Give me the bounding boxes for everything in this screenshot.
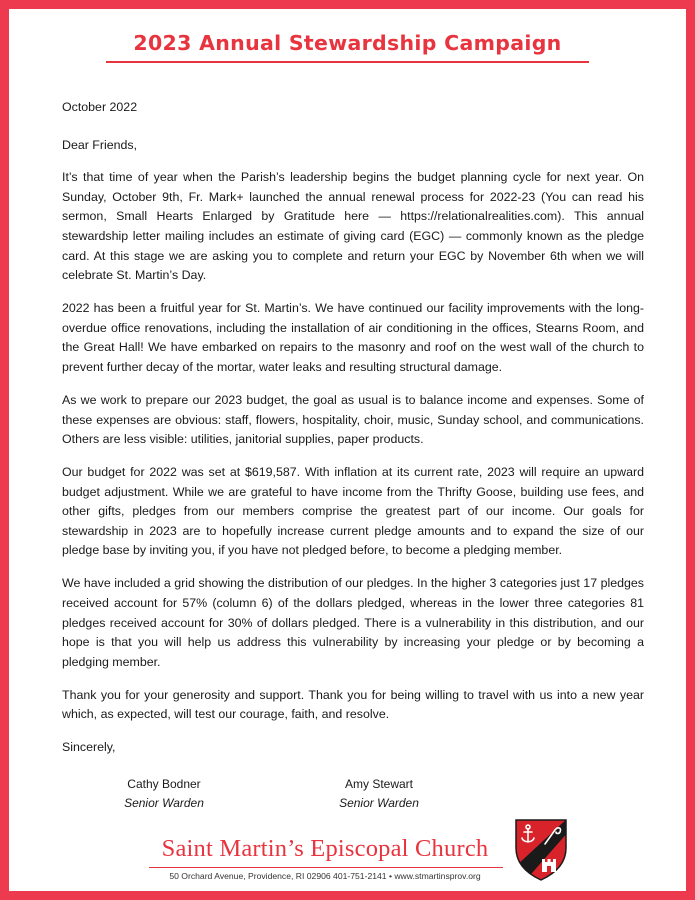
letter-paragraph: Our budget for 2022 was set at $619,587. With inflation at its current rate, 2023 will require an upward budget adjustment. While we are grateful to have income from the Thrifty Goose, building use fees, and other gifts, pledges from our members comprise the greatest part of our income. Our goals for stewardship in 2023 are to hopefully increase current pledge amounts and to expand the size of our pledge base by inviting you, if you have not pledged before, to become a pledging member. — [62, 465, 644, 558]
letter-body — [62, 98, 644, 771]
signer-role: Senior Warden — [124, 796, 204, 810]
footer-divider — [149, 867, 503, 868]
letter-date: October 2022 — [62, 100, 138, 114]
page-title: 2023 Annual Stewardship Campaign — [133, 31, 562, 55]
church-name: Saint Martin’s Episcopal Church — [161, 835, 489, 862]
church-address: 50 Orchard Avenue, Providence, RI 02906 401-751-2141 • www.stmartinsprov.org — [169, 871, 481, 881]
signer-name: Cathy Bodner — [127, 777, 201, 791]
letter-paragraph: As we work to prepare our 2023 budget, the goal as usual is to balance income and expenses. Some of these expenses are obvious: staff, flowers, hospitality, choir, music, Sunday school, and communications. Others are less visible: utilities, janitorial supplies, paper products. — [62, 392, 644, 447]
signature-block-left — [84, 775, 244, 813]
letter-closing: Sincerely, — [62, 740, 116, 755]
letter-paragraph: It’s that time of year when the Parish’s leadership begins the budget planning cycle for next year. On Sunday, October 9th, Fr. Mark+ launched the annual renewal process for 2022-23 (You can read his sermon, Small Hearts Enlarged by Gratitude here — https://relationalrealities.com). This annual stewardship letter mailing includes an estimate of giving card (EGC) — commonly known as the pledge card. At this stage we are asking you to complete and return your EGC by November 6th when we will celebrate St. Martin’s Day. — [62, 170, 644, 283]
letter-paragraph: 2022 has been a fruitful year for St. Martin’s. We have continued our facility improvements with the long-overdue office renovations, including the installation of air conditioning in the offices, Stearns Room, and the Great Hall! We have embarked on repairs to the masonry and roof on the west wall of the church to prevent further decay of the mortar, water leaks and resulting structural damage. — [62, 301, 644, 374]
letter-salutation: Dear Friends, — [62, 137, 138, 152]
letter-paragraph: We have included a grid showing the distribution of our pledges. In the higher 3 categories just 17 pledges received account for 57% (column 6) of the dollars pledged, whereas in the lower three categories 81 pledges received account for 30% of dollars pledged. There is a vulnerability in this distribution, and our hope is that you will help us address this vulnerability by increasing your pledge or by becoming a pledging member. — [62, 576, 644, 669]
title-underline — [106, 61, 589, 63]
letter-paragraph: Thank you for your generosity and support. Thank you for being willing to travel with us into a new year which, as expected, will test our courage, faith, and resolve. — [62, 687, 644, 722]
church-shield-icon — [514, 818, 568, 882]
signature-block-right — [299, 775, 459, 813]
signer-name: Amy Stewart — [344, 777, 413, 791]
signer-role: Senior Warden — [339, 796, 419, 810]
